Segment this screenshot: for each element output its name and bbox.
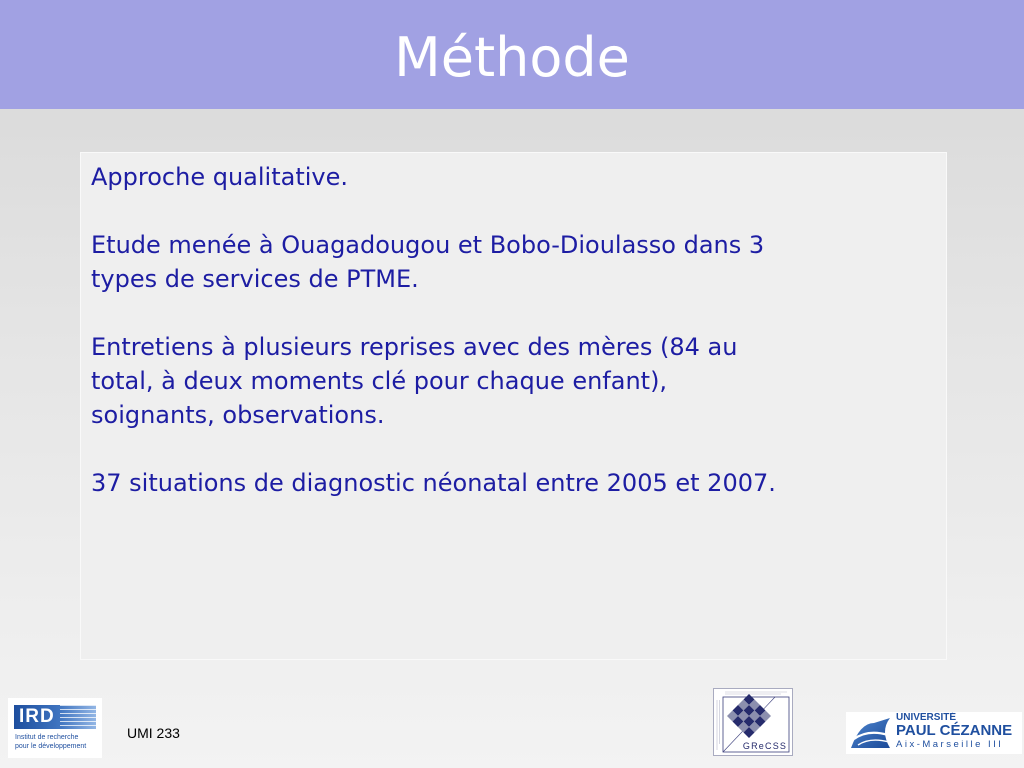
body-text-line: types de services de PTME. — [91, 265, 419, 293]
paragraph-study-sites — [91, 228, 936, 296]
upc-logo-city: Aix-Marseille III — [896, 739, 1004, 750]
body-text-line: total, à deux moments clé pour chaque enfant), — [91, 367, 668, 395]
body-text-line: Approche qualitative. — [91, 163, 348, 191]
paragraph-situations — [91, 466, 936, 500]
ird-logo — [8, 698, 102, 758]
content-box — [80, 152, 947, 660]
ird-logo-caption-line: Institut de recherche — [15, 734, 79, 741]
body-text-line: Entretiens à plusieurs reprises avec des mères (84 au — [91, 333, 738, 361]
grecss-logo-name: GReCSS — [742, 741, 788, 751]
body-text-line: Etude menée à Ouagadougou et Bobo-Dioulasso dans 3 — [91, 231, 765, 259]
upc-logo-line: UNIVERSITÉ — [896, 712, 957, 723]
ird-logo-banner — [14, 705, 96, 729]
grecss-logo — [713, 688, 793, 756]
paragraph-approach — [91, 160, 936, 194]
grecss-emblem — [713, 688, 793, 756]
body-text-line: 37 situations de diagnostic néonatal entre 2005 et 2007. — [91, 469, 776, 497]
footer-label: UMI 233 — [127, 725, 180, 741]
ird-logo-stripes — [60, 705, 96, 729]
body-text-line: soignants, observations. — [91, 401, 385, 429]
paragraph-interviews — [91, 330, 936, 432]
universite-paul-cezanne-logo — [846, 712, 1022, 754]
slide-title: Méthode — [394, 26, 630, 89]
ird-logo-caption-line: pour le développement — [15, 743, 87, 750]
upc-logo-name: PAUL CÉZANNE — [896, 722, 1013, 739]
ird-logo-acronym: IRD — [19, 706, 55, 727]
sainte-victoire-icon — [850, 715, 892, 751]
